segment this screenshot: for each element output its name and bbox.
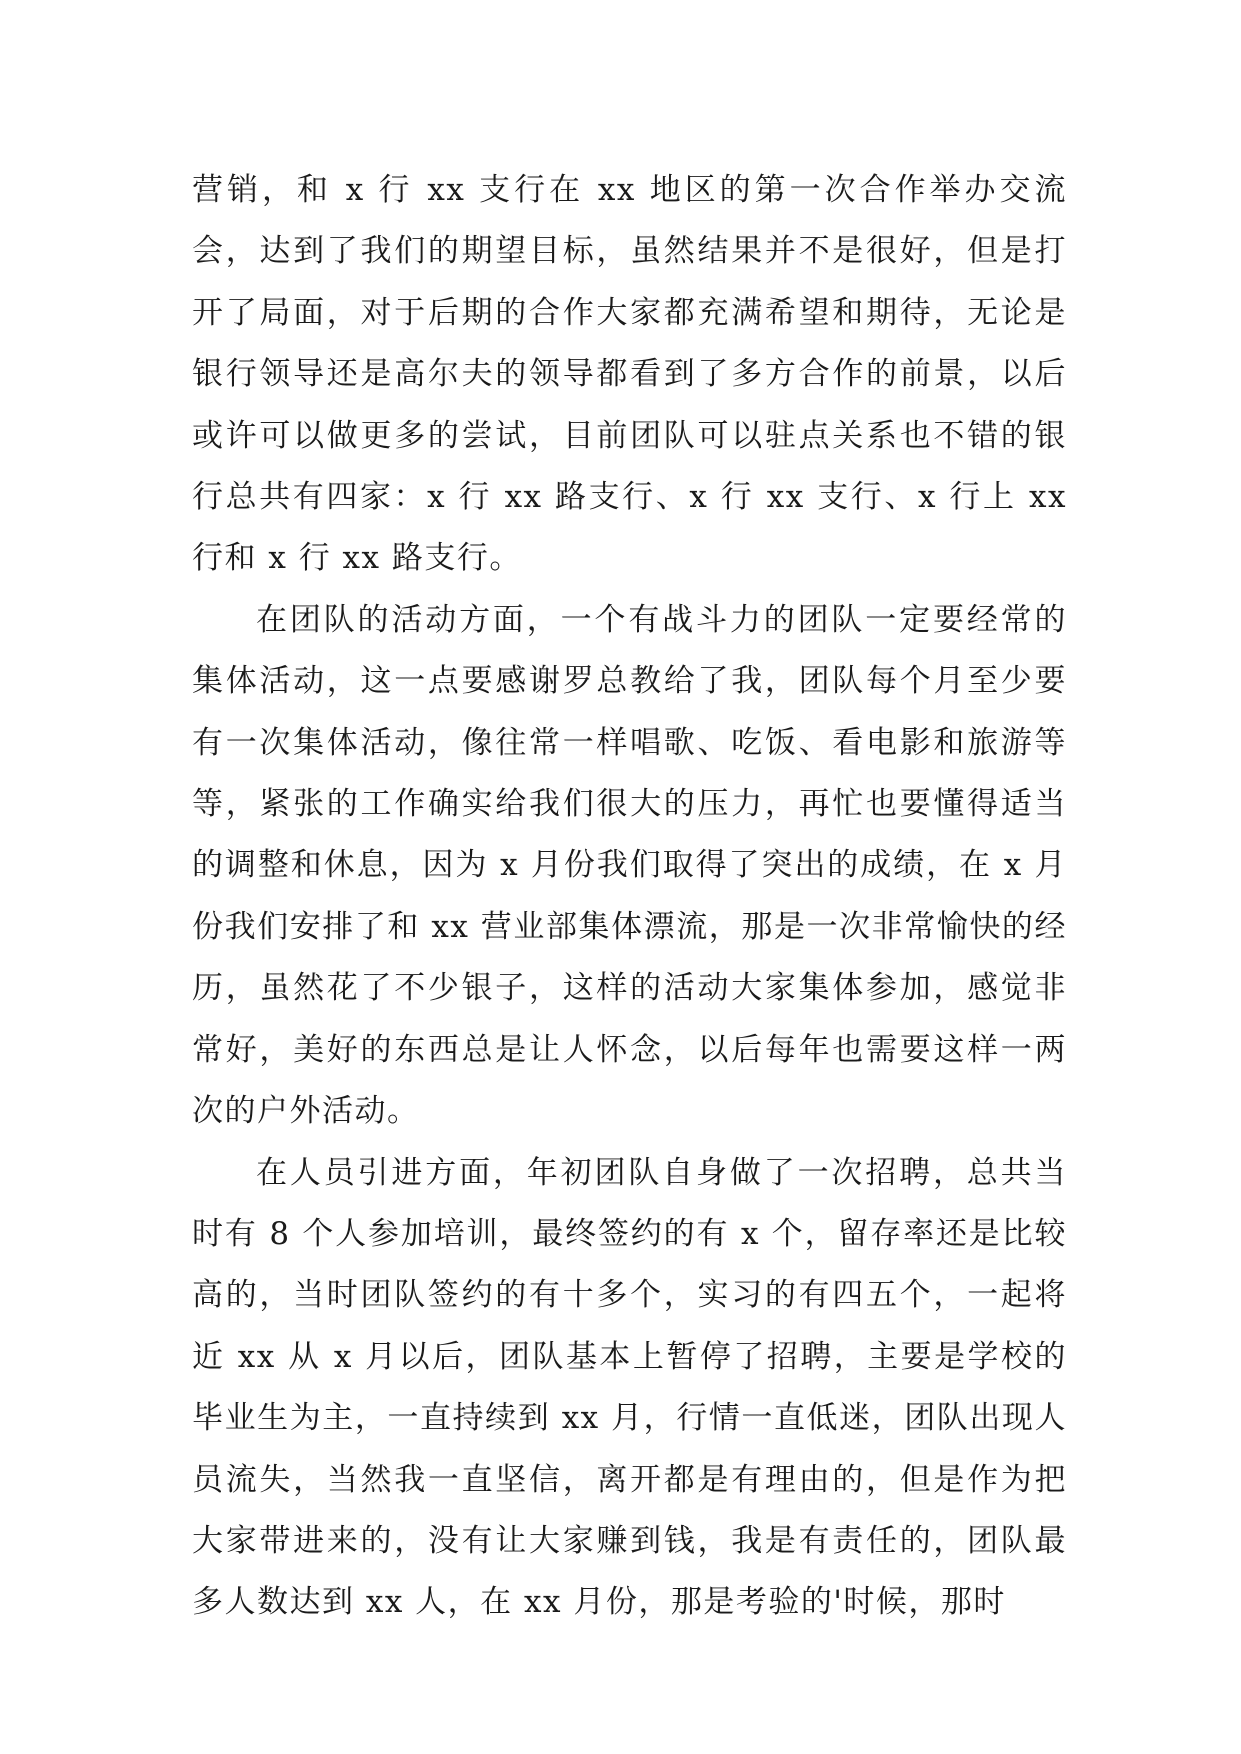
document-body [192, 160, 1067, 1634]
paragraph-staff-recruitment: 在人员引进方面，年初团队自身做了一次招聘，总共当时有 8 个人参加培训，最终签约的有 x 个，留存率还是比较高的，当时团队签约的有十多个，实习的有四五个，一起将近 xx 从 x 月以后，团队基本上暂停了招聘，主要是学校的毕业生为主，一直持续到 xx 月，行情一直低迷，团队出现人员流失，当然我一直坚信，离开都是有理由的，但是作为把大家带进来的，没有让大家赚到钱，我是有责任的，团队最多人数达到 xx 人，在 xx 月份，那是考验的'时候，那时 [192, 1154, 1067, 1621]
paragraph-bank-cooperation: 营销，和 x 行 xx 支行在 xx 地区的第一次合作举办交流会，达到了我们的期望目标，虽然结果并不是很好，但是打开了局面，对于后期的合作大家都充满希望和期待，无论是银行领导还是高尔夫的领导都看到了多方合作的前景，以后或许可以做更多的尝试，目前团队可以驻点关系也不错的银行总共有四家：x 行 xx 路支行、x 行 xx 支行、x 行上 xx 行和 x 行 xx 路支行。 [192, 172, 1067, 577]
paragraph-team-activities: 在团队的活动方面，一个有战斗力的团队一定要经常的集体活动，这一点要感谢罗总教给了我，团队每个月至少要有一次集体活动，像往常一样唱歌、吃饭、看电影和旅游等等，紧张的工作确实给我们很大的压力，再忙也要懂得适当的调整和休息，因为 x 月份我们取得了突出的成绩，在 x 月份我们安排了和 xx 营业部集体漂流，那是一次非常愉快的经历，虽然花了不少银子，这样的活动大家集体参加，感觉非常好，美好的东西总是让人怀念，以后每年也需要这样一两次的户外活动。 [192, 601, 1067, 1130]
